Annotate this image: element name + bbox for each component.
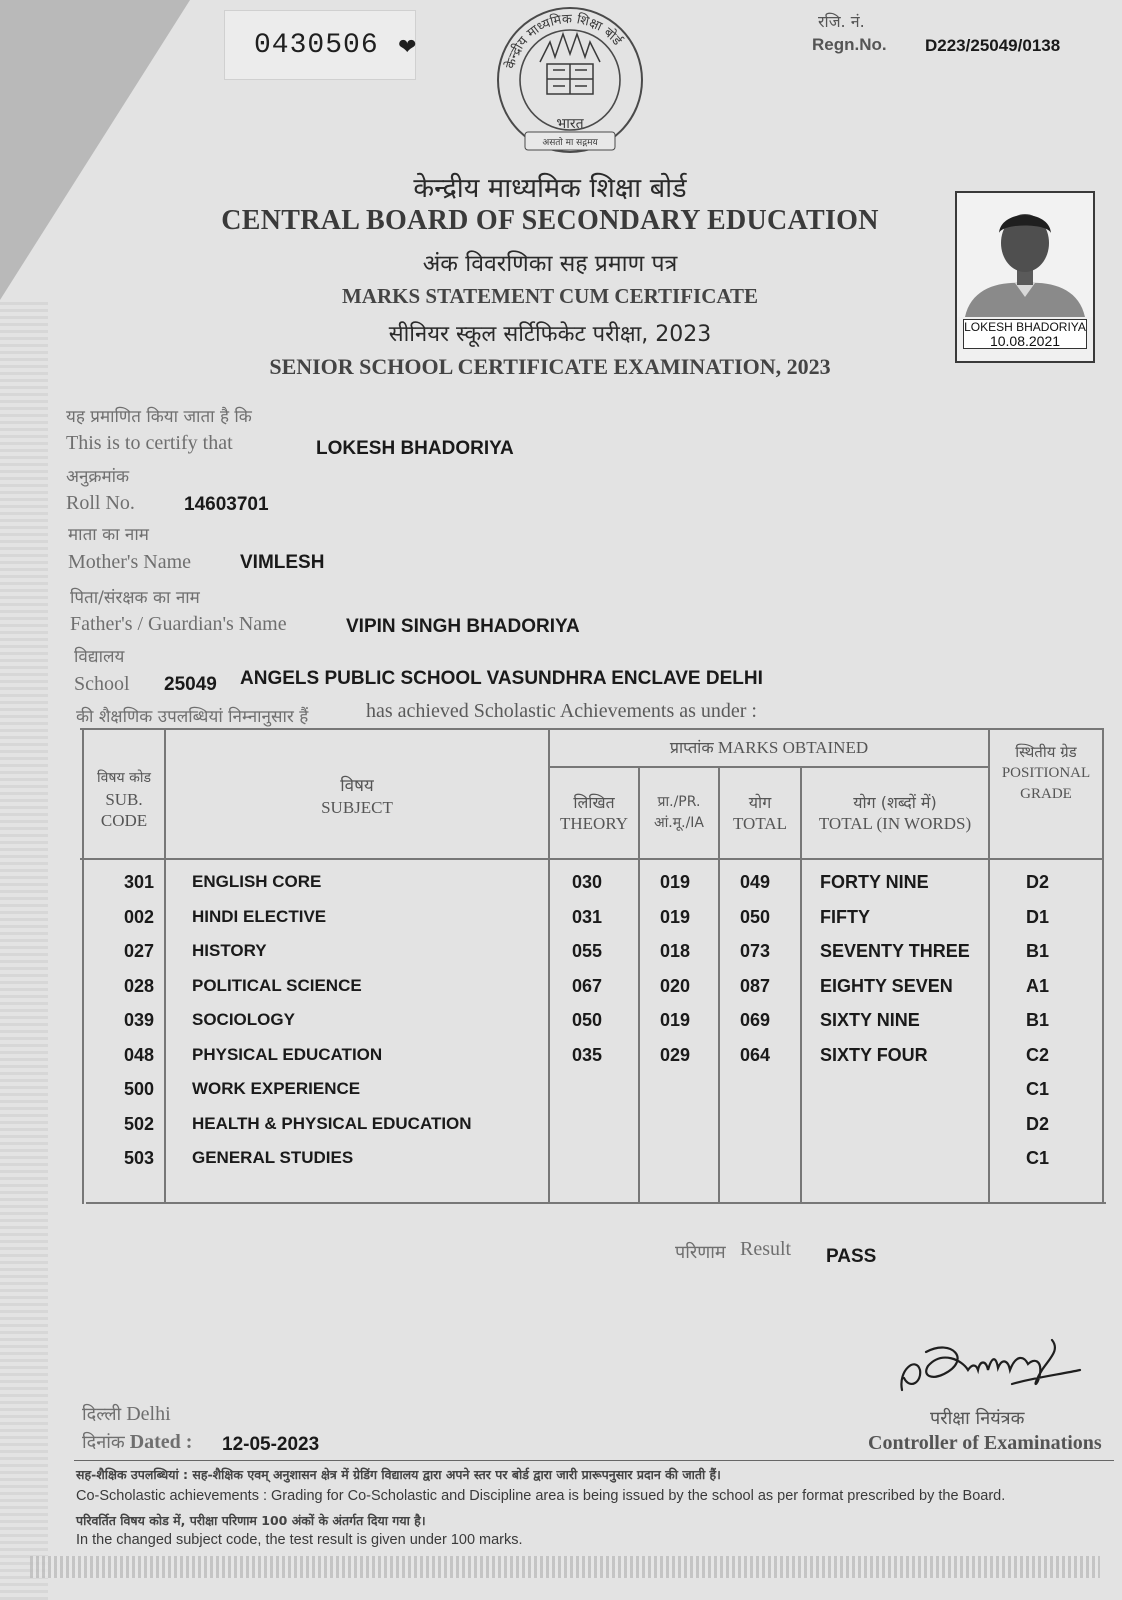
cell-code: 500 bbox=[124, 1079, 155, 1099]
cell-theory: 067 bbox=[572, 975, 603, 996]
cell-subject: POLITICAL SCIENCE bbox=[192, 975, 362, 995]
regn-label: Regn.No. bbox=[812, 35, 887, 54]
cell-grade: C2 bbox=[1026, 1044, 1050, 1065]
cell-total: 073 bbox=[740, 941, 771, 961]
cell-subject: HINDI ELECTIVE bbox=[192, 906, 327, 926]
page-fold-shadow bbox=[0, 0, 190, 300]
cell-total: 049 bbox=[740, 872, 771, 892]
svg-text:केन्द्रीय माध्यमिक शिक्षा बोर् bbox=[502, 11, 625, 70]
header-total-hindi: योग bbox=[748, 793, 772, 812]
statement-title-hindi: अंक विवरणिका सह प्रमाण पत्र bbox=[422, 251, 678, 277]
board-title: CENTRAL BOARD OF SECONDARY EDUCATION bbox=[221, 205, 879, 236]
cell-pr: 019 bbox=[660, 1010, 691, 1030]
serial-mark-icon: ❤ bbox=[398, 34, 417, 59]
header-marks-obtained bbox=[550, 737, 988, 758]
cell-total-words: FIFTY bbox=[820, 906, 870, 927]
footer-line2: In the changed subject code, the test result is given under 100 marks. bbox=[76, 1532, 523, 1548]
cell-theory: 055 bbox=[572, 941, 603, 961]
cell-total: 087 bbox=[740, 975, 771, 996]
security-border-bottom bbox=[30, 1556, 1100, 1578]
cell-code: 048 bbox=[124, 1044, 155, 1065]
father-name: VIPIN SINGH BHADORIYA bbox=[346, 616, 580, 637]
cell-subject: ENGLISH CORE bbox=[192, 872, 322, 891]
place bbox=[82, 1402, 171, 1426]
emblem-bharat: भारत bbox=[556, 116, 584, 132]
place-hindi: दिल्ली bbox=[82, 1404, 122, 1425]
cell-subject: HISTORY bbox=[192, 941, 267, 960]
exam-title: SENIOR SCHOOL CERTIFICATE EXAMINATION, 2023 bbox=[269, 354, 831, 379]
school-label: School bbox=[74, 673, 130, 695]
cell-pr: 029 bbox=[660, 1044, 691, 1065]
header-theory bbox=[550, 792, 638, 834]
cell-code: 502 bbox=[124, 1113, 155, 1134]
cell-code: 002 bbox=[124, 906, 155, 927]
regn-label-hindi: रजि. नं. bbox=[818, 12, 865, 31]
cell-pr: 019 bbox=[660, 906, 691, 927]
header-words-label: TOTAL (IN WORDS) bbox=[818, 814, 972, 833]
header-total-label: TOTAL bbox=[732, 814, 788, 833]
header-grade-label: POSITIONAL GRADE bbox=[1001, 765, 1091, 802]
header-pr-label: प्रा./PR. bbox=[657, 794, 701, 810]
footer-line1-hindi: सह-शैक्षिक उपलब्धियां : सह-शैक्षिक एवम् अनुशासन क्षेत्र में ग्रेडिंग विद्यालय द्वारा अपने स्तर पर बोर्ड द्वारा जारी प्रारूपनुसार प्रदान की जाती हैं। bbox=[76, 1467, 721, 1482]
dated-label-hindi: दिनांक bbox=[82, 1432, 125, 1453]
result-label-hindi: परिणाम bbox=[675, 1242, 726, 1263]
cell-pr: 020 bbox=[660, 975, 691, 996]
cell-grade: D2 bbox=[1026, 872, 1050, 892]
header-words-hindi: योग (शब्दों में) bbox=[853, 793, 937, 812]
dated-label-english: Dated : bbox=[129, 1431, 193, 1453]
cell-total-words: SIXTY NINE bbox=[820, 1010, 920, 1030]
table-header-divider bbox=[80, 858, 1104, 860]
cell-theory: 035 bbox=[572, 1044, 603, 1065]
cbse-emblem-icon bbox=[495, 2, 645, 162]
header-subject-label: SUBJECT bbox=[321, 798, 393, 817]
controller-signature bbox=[892, 1330, 1082, 1406]
cell-total-words: FORTY NINE bbox=[820, 872, 929, 892]
cell-theory: 031 bbox=[572, 906, 603, 927]
cell-subject: HEALTH & PHYSICAL EDUCATION bbox=[192, 1113, 472, 1133]
candidate-name: LOKESH BHADORIYA bbox=[316, 438, 514, 459]
cell-total: 069 bbox=[740, 1010, 771, 1030]
header-pr-ia bbox=[640, 792, 718, 834]
header-ia-label: आं.मू./IA bbox=[653, 815, 704, 831]
table-border-bottom bbox=[86, 1202, 1106, 1204]
header-grade-hindi: स्थितीय ग्रेड bbox=[1015, 743, 1077, 761]
photo-date: 10.08.2021 bbox=[989, 333, 1061, 349]
cell-theory: 030 bbox=[572, 872, 603, 892]
cell-theory: 050 bbox=[572, 1010, 603, 1030]
cell-grade: B1 bbox=[1026, 941, 1050, 961]
security-border-left bbox=[0, 300, 48, 1600]
place-english: Delhi bbox=[126, 1403, 171, 1425]
candidate-photo bbox=[955, 191, 1095, 363]
cell-code: 027 bbox=[124, 941, 155, 961]
cell-code: 503 bbox=[124, 1148, 155, 1168]
cell-pr: 019 bbox=[660, 872, 691, 892]
certify-label: This is to certify that bbox=[66, 432, 233, 454]
dated-label bbox=[82, 1430, 192, 1454]
school-label-hindi: विद्यालय bbox=[74, 647, 125, 667]
statement-title: MARKS STATEMENT CUM CERTIFICATE bbox=[341, 284, 758, 308]
table-border-top bbox=[80, 728, 1104, 730]
board-title-hindi: केन्द्रीय माध्यमिक शिक्षा बोर्ड bbox=[413, 173, 687, 204]
photo-caption bbox=[963, 319, 1087, 349]
header-code-hindi: विषय कोड bbox=[97, 770, 151, 786]
cell-code: 028 bbox=[124, 975, 155, 996]
mother-name: VIMLESH bbox=[240, 552, 325, 573]
header-code bbox=[84, 768, 164, 831]
cell-total-words: SEVENTY THREE bbox=[820, 941, 970, 961]
cell-total: 050 bbox=[740, 906, 771, 927]
footer-line1: Co-Scholastic achievements : Grading for Co-Scholastic and Discipline area is being issued by the school as per format prescribed by the Board. bbox=[76, 1488, 1006, 1504]
cell-grade: D1 bbox=[1026, 906, 1050, 927]
table-border-right bbox=[1102, 728, 1104, 1204]
mother-label: Mother's Name bbox=[68, 551, 192, 573]
dated-value: 12-05-2023 bbox=[222, 1434, 320, 1455]
cell-subject: GENERAL STUDIES bbox=[192, 1148, 354, 1167]
header-marks-label: MARKS OBTAINED bbox=[717, 738, 869, 757]
cell-subject: WORK EXPERIENCE bbox=[192, 1079, 361, 1098]
emblem-ring-text: केन्द्रीय माध्यमिक शिक्षा बोर्ड bbox=[503, 11, 625, 71]
cell-total-words: SIXTY FOUR bbox=[820, 1044, 928, 1065]
cell-pr: 018 bbox=[660, 941, 691, 961]
achieved-hindi: की शैक्षणिक उपलब्धियां निम्नानुसार हैं bbox=[76, 707, 309, 727]
footer-rule bbox=[74, 1460, 1114, 1461]
header-grade bbox=[990, 742, 1102, 805]
controller-title-hindi: परीक्षा नियंत्रक bbox=[930, 1408, 1025, 1429]
header-total bbox=[720, 792, 800, 834]
header-subject bbox=[166, 776, 548, 818]
controller-title: Controller of Examinations bbox=[868, 1432, 1102, 1454]
cell-grade: A1 bbox=[1026, 975, 1050, 996]
roll-number: 14603701 bbox=[184, 494, 269, 515]
cell-grade: C1 bbox=[1026, 1148, 1050, 1168]
cell-grade: B1 bbox=[1026, 1010, 1050, 1030]
header-subject-hindi: विषय bbox=[340, 776, 374, 796]
cell-subject: PHYSICAL EDUCATION bbox=[192, 1044, 383, 1064]
cell-code: 301 bbox=[124, 872, 155, 892]
header-theory-label: THEORY bbox=[560, 814, 628, 833]
emblem-motto: असतो मा सद्गमय bbox=[542, 138, 598, 148]
header-theory-hindi: लिखित bbox=[573, 793, 615, 812]
roll-label: Roll No. bbox=[66, 492, 135, 514]
candidate-photo-image bbox=[957, 193, 1093, 317]
footer-line2-hindi: परिवर्तित विषय कोड में, परीक्षा परिणाम 100 अंकों के अंतर्गत दिया गया है। bbox=[76, 1513, 426, 1528]
cell-code: 039 bbox=[124, 1010, 155, 1030]
father-label: Father's / Guardian's Name bbox=[70, 613, 287, 635]
header-marks-hindi: प्राप्तांक bbox=[669, 738, 714, 757]
school-code: 25049 bbox=[164, 674, 217, 695]
result-value: PASS bbox=[826, 1246, 877, 1267]
result-label: Result bbox=[740, 1238, 792, 1260]
cell-grade: D2 bbox=[1026, 1113, 1050, 1134]
certify-label-hindi: यह प्रमाणित किया जाता है कि bbox=[66, 407, 252, 427]
cell-total-words: EIGHTY SEVEN bbox=[820, 975, 953, 996]
serial-number: 0430506 bbox=[254, 30, 379, 61]
school-name: ANGELS PUBLIC SCHOOL VASUNDHRA ENCLAVE DELHI bbox=[240, 668, 763, 689]
father-label-hindi: पिता/संरक्षक का नाम bbox=[70, 588, 200, 608]
exam-title-hindi: सीनियर स्कूल सर्टिफिकेट परीक्षा, 2023 bbox=[388, 322, 712, 347]
photo-name: LOKESH BHADORIYA bbox=[964, 320, 1086, 334]
regn-value: D223/25049/0138 bbox=[925, 36, 1061, 55]
header-code-label: SUB. CODE bbox=[100, 790, 148, 830]
marks-header-divider bbox=[548, 766, 988, 768]
cell-total: 064 bbox=[740, 1044, 771, 1065]
roll-label-hindi: अनुक्रमांक bbox=[66, 467, 130, 487]
header-total-words bbox=[802, 792, 988, 834]
mother-label-hindi: माता का नाम bbox=[68, 525, 149, 545]
achieved-text: has achieved Scholastic Achievements as under : bbox=[366, 700, 757, 722]
cell-grade: C1 bbox=[1026, 1079, 1050, 1099]
cell-subject: SOCIOLOGY bbox=[192, 1010, 295, 1029]
